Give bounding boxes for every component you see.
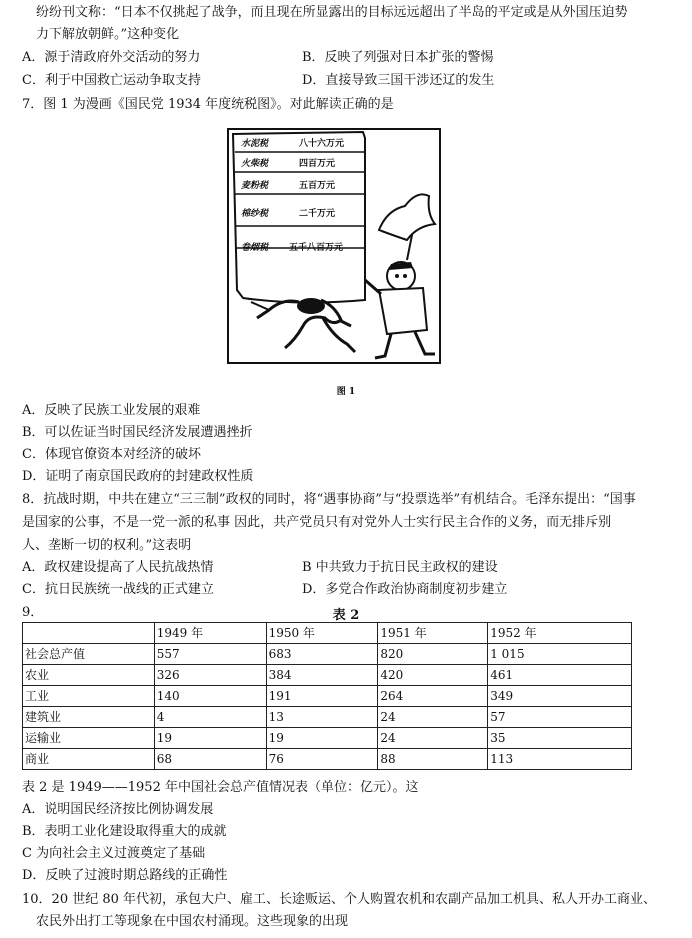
table-header-cell: 1951 年 [378,623,488,644]
table-header-cell: 1950 年 [266,623,378,644]
table-cell: 1 015 [488,644,632,665]
q8-option-d: D．多党合作政治协商制度初步建立 [302,582,508,597]
table-cell: 264 [378,686,488,707]
table-cell: 461 [488,665,632,686]
tax-row-3-amount: 五百万元 [299,181,336,191]
table-cell: 19 [266,728,378,749]
table-header-cell [23,623,155,644]
table-cell: 19 [154,728,266,749]
table-header-cell: 1949 年 [154,623,266,644]
q8-option-c: C．抗日民族统一战线的正式建立 [22,582,214,597]
q8-line-1: 8．抗战时期，中共在建立“三三制”政权的同时，将“遇事协商”与“投票选举”有机结合。毛泽东提出：“国事 [22,492,636,507]
table-cell: 349 [488,686,632,707]
q8-line-3: 人、垄断一切的权利。”这表明 [22,538,192,553]
table-row [23,749,632,770]
q10-line-2: 农民外出打工等现象在中国农村涌现。这些现象的出现 [36,914,349,929]
figure-caption: 图 1 [336,387,356,397]
q7-option-d: D．证明了南京国民政府的封建政权性质 [22,469,254,484]
table-cell: 工业 [23,686,155,707]
table-cell: 191 [266,686,378,707]
q9-option-a: A．说明国民经济按比例协调发展 [22,802,214,817]
q6-option-c: C．利于中国救亡运动争取支持 [22,73,201,88]
table-row [23,665,632,686]
table-cell: 农业 [23,665,155,686]
table-cell: 57 [488,707,632,728]
q9-option-b: B．表明工业化建设取得重大的成就 [22,824,227,839]
table-row [23,644,632,665]
tax-row-4-amount: 二千万元 [299,209,336,219]
table-row [23,728,632,749]
table-cell: 140 [154,686,266,707]
q8-line-2: 是国家的公事，不是一党一派的私事 因此，共产党员只有对党外人士实行民主合作的义务，而无排斥别 [22,515,612,530]
q7-option-b: B．可以佐证当时国民经济发展遭遇挫折 [22,425,253,440]
q9-note: 表 2 是 1949——1952 年中国社会总产值情况表（单位：亿元）。这 [22,780,419,795]
table-cell: 运输业 [23,728,155,749]
output-value-table [22,622,632,770]
q10-line-1: 10．20 世纪 80 年代初，承包大户、雇工、长途贩运、个人购置农机和农副产品加工机具、私人开办工商业、 [22,892,657,907]
q7-option-a: A．反映了民族工业发展的艰难 [22,403,201,418]
table-cell: 557 [154,644,266,665]
intro-line-1: 纷纷刊文称：“日本不仅挑起了战争，而且现在所显露出的目标远远超出了半岛的平定或是从外国压迫势 [36,5,628,20]
table-header-cell: 1952 年 [488,623,632,644]
tax-row-3-name: 麦粉税 [241,181,269,191]
table-cell: 13 [266,707,378,728]
q7-option-c: C．体现官僚资本对经济的破坏 [22,447,201,462]
table-cell: 68 [154,749,266,770]
table-cell: 820 [378,644,488,665]
table-cell: 683 [266,644,378,665]
q6-option-b: B．反映了列强对日本扩张的警惕 [302,50,494,65]
q7-stem: 7．图 1 为漫画《国民党 1934 年度统税图》。对此解读正确的是 [22,97,394,112]
q9-option-d: D．反映了过渡时期总路线的正确性 [22,868,228,883]
table-cell: 24 [378,728,488,749]
tax-row-1-name: 水泥税 [241,139,269,149]
table-title: 表 2 [332,608,360,623]
table-cell: 建筑业 [23,707,155,728]
table-cell: 社会总产值 [23,644,155,665]
tax-row-2-amount: 四百万元 [299,159,336,169]
tax-row-2-name: 火柴税 [241,159,269,169]
q6-option-a: A．源于清政府外交活动的努力 [22,50,201,65]
table-cell: 88 [378,749,488,770]
table-header-row [23,623,632,644]
tax-row-5-amount: 五千八百万元 [289,243,344,253]
table-cell: 76 [266,749,378,770]
q8-option-b: B 中共致力于抗日民主政权的建设 [302,560,498,575]
tax-row-5-name: 卷烟税 [241,243,269,253]
intro-line-2: 力下解放朝鲜。”这种变化 [36,27,180,42]
tax-cartoon [227,128,441,364]
table-row [23,707,632,728]
tax-row-4-name: 棉纱税 [241,209,269,219]
table-cell: 326 [154,665,266,686]
table-cell: 420 [378,665,488,686]
table-cell: 24 [378,707,488,728]
table-row [23,686,632,707]
q9-option-c: C 为向社会主义过渡奠定了基础 [22,846,206,861]
table-cell: 4 [154,707,266,728]
q6-option-d: D．直接导致三国干涉还辽的发生 [302,73,495,88]
table-cell: 35 [488,728,632,749]
table-cell: 384 [266,665,378,686]
q8-option-a: A．政权建设提高了人民抗战热情 [22,560,214,575]
q9-number: 9． [22,605,44,620]
tax-row-1-amount: 八十六万元 [299,139,345,149]
table-cell: 113 [488,749,632,770]
table-cell: 商业 [23,749,155,770]
